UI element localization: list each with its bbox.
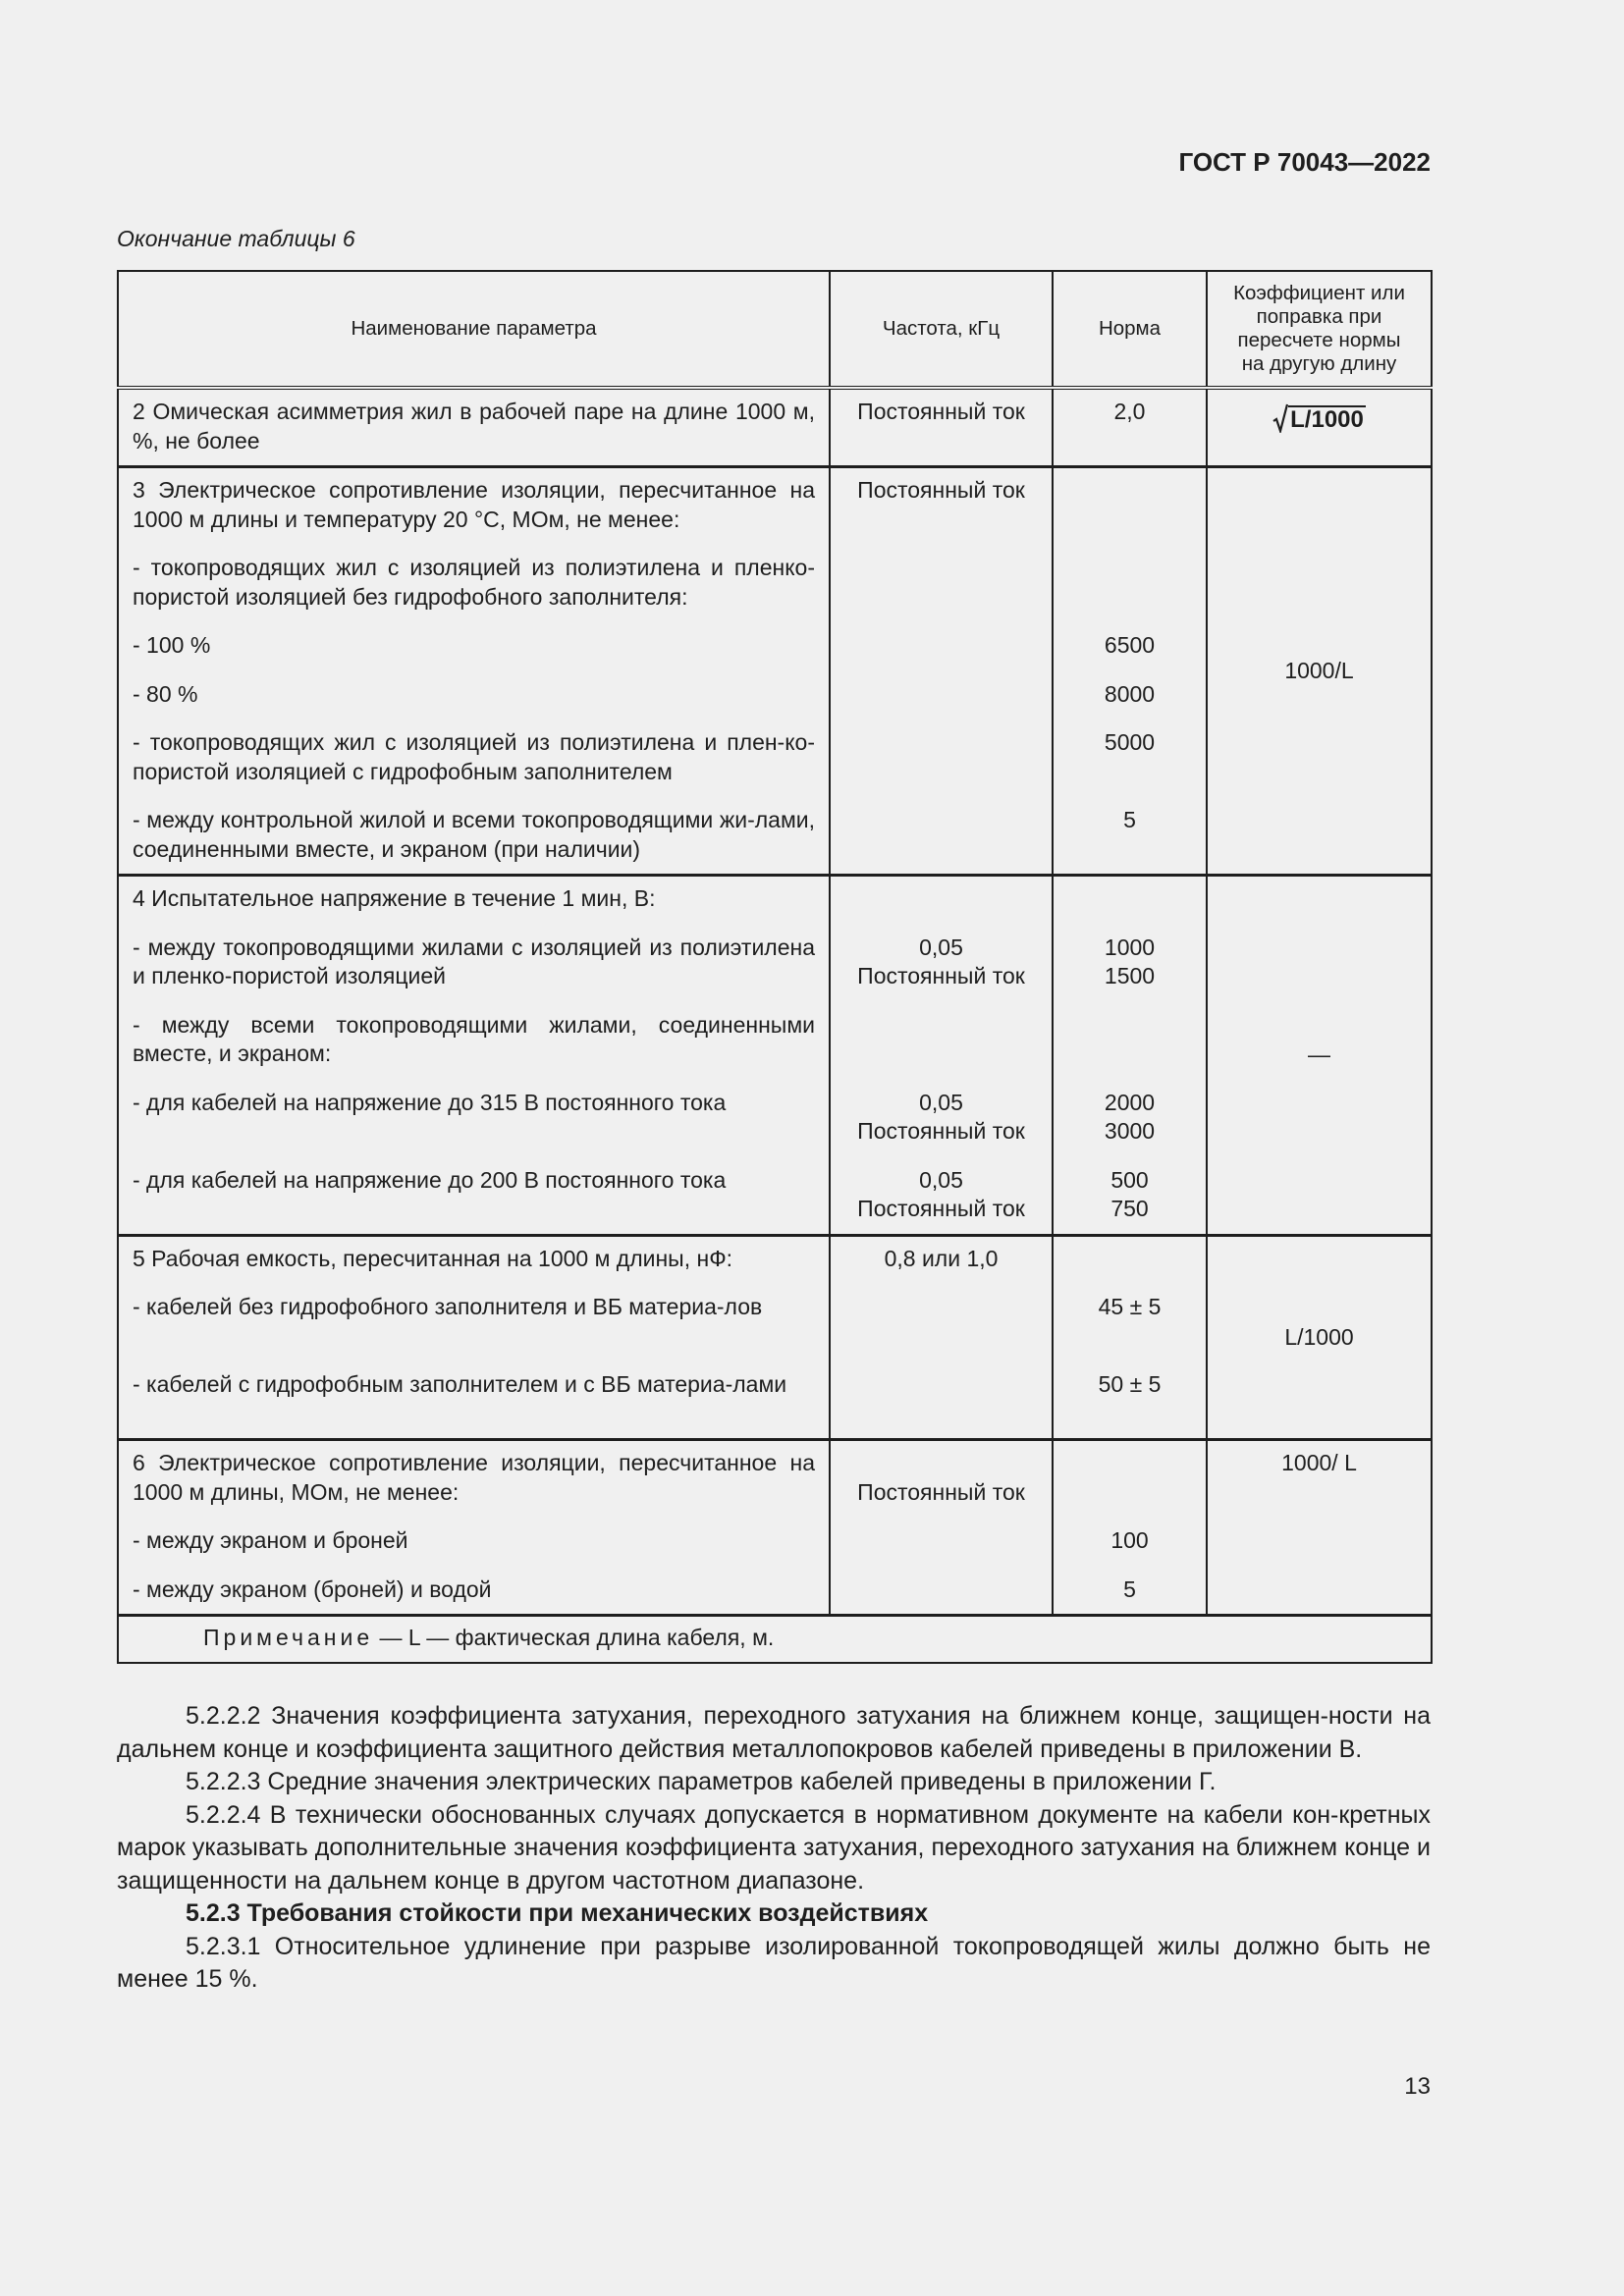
table-row [118,1440,1432,1616]
norm-value [1061,1245,1198,1274]
column-header-norm: Норма [1053,271,1207,388]
frequency-value: Постоянный ток [857,477,1025,503]
norm-value [1061,554,1198,612]
frequency-value [839,884,1044,914]
parameter-text: 6 Электрическое сопротивление изоляции, пересчитанное на 1000 м длины, МОм, не менее: [133,1450,815,1505]
parameter-cell [118,876,830,1236]
norm-value: 50 ± 5 [1098,1371,1162,1397]
frequency-value: Постоянный ток [857,1478,1025,1505]
frequency-value [839,728,1044,786]
coefficient-value: — [1308,1041,1330,1067]
norm-value: 5000 [1104,729,1156,755]
coefficient-value: 1000/L [1284,657,1354,683]
coefficient-cell [1207,1440,1432,1616]
parameter-text: - 100 % [133,632,211,658]
square-root-icon [1272,403,1288,433]
parameter-text: - токопроводящих жил с изоляцией из полиэтилена и плен-ко-пористой изоляцией с гидрофобным заполнителем [133,729,815,784]
table-caption: Окончание таблицы 6 [117,226,355,251]
norm-value [1061,1449,1198,1507]
parameter-text: - между экраном (броней) и водой [133,1575,492,1602]
parameters-table [117,270,1433,1664]
frequency-value: 0,05 Постоянный ток [857,934,1025,988]
frequency-value [839,1293,1044,1351]
parameter-cell [118,467,830,876]
coefficient-value: L/1000 [1284,1323,1354,1350]
parameter-text: - кабелей без гидрофобного заполнителя и ВБ материа-лов [133,1294,763,1319]
norm-value: 5 [1123,1575,1136,1602]
norm-value: 6500 [1104,632,1156,658]
frequency-value [839,554,1044,612]
parameter-text: 4 Испытательное напряжение в течение 1 мин, В: [133,885,656,911]
paragraph: 5.2.2.4 В технически обоснованных случаях допускается в нормативном документе на кабели кон-кретных марок указывать дополнительные значения коэффициента затухания, переходного затухания на ближнем конце и защищенности на дальнем конце в другом частотном диапазоне. [117,1800,1431,1895]
parameter-text: - для кабелей на напряжение до 200 В постоянного тока [133,1166,727,1193]
section-heading: 5.2.3 Требования стойкости при механических воздействиях [186,1899,929,1927]
norm-cell [1053,388,1207,467]
paragraph: 5.2.2.3 Средние значения электрических параметров кабелей приведены в приложении Г. [186,1768,1217,1795]
frequency-value [839,1526,1044,1556]
parameter-text: 2 Омическая асимметрия жил в рабочей паре на длине 1000 м, %, не более [133,399,815,454]
note-text: — L — фактическая длина кабеля, м. [379,1625,775,1650]
note-label: Примечание [203,1625,374,1650]
coefficient-value: 1000/ L [1281,1450,1357,1475]
norm-value: 45 ± 5 [1098,1294,1162,1319]
parameter-text: - между контрольной жилой и всеми токопроводящими жи-лами, соединенными вместе, и экраном (при наличии) [133,807,815,862]
frequency-value: 0,8 или 1,0 [884,1245,999,1271]
frequency-cell [830,1235,1053,1440]
norm-value: 100 [1110,1527,1149,1553]
norm-cell [1053,876,1207,1236]
column-header-frequency: Частота, кГц [830,271,1053,388]
column-header-coefficient: Коэффициент или поправка при пересчете нормы на другую длину [1207,271,1432,388]
table-note-row [118,1616,1432,1663]
frequency-value: 0,05 Постоянный ток [857,1089,1025,1144]
parameter-text: - между токопроводящими жилами с изоляцией из полиэтилена и пленко-пористой изоляцией [133,934,815,988]
parameter-text: - токопроводящих жил с изоляцией из полиэтилена и пленко-пористой изоляцией без гидрофобного заполнителя: [133,555,815,610]
column-header-parameter: Наименование параметра [118,271,830,388]
frequency-cell [830,467,1053,876]
coefficient-cell [1207,1235,1432,1440]
table-header-row [118,271,1432,388]
frequency-value [839,680,1044,710]
frequency-value [839,1575,1044,1605]
table-row [118,388,1432,467]
norm-cell [1053,467,1207,876]
norm-value: 5 [1123,807,1136,832]
paragraph: 5.2.2.2 Значения коэффициента затухания, переходного затухания на ближнем конце, защищен-ности на дальнем конце и коэффициента защитного действия металлопокровов кабелей приведены в приложении В. [117,1702,1431,1763]
table-note [118,1616,1432,1663]
coefficient-cell [1207,467,1432,876]
paragraph: 5.2.3.1 Относительное удлинение при разрыве изолированной токопроводящей жилы должно быть не менее 15 %. [117,1932,1431,1993]
norm-value: 500 750 [1110,1166,1149,1221]
frequency-cell [830,876,1053,1236]
radicand: L/1000 [1290,406,1364,433]
page-number: 13 [1404,2073,1431,2100]
coefficient-cell [1207,388,1432,467]
parameter-text: - кабелей с гидрофобным заполнителем и с ВБ материа-лами [133,1371,787,1397]
frequency-cell [830,388,1053,467]
parameter-text: - 80 % [133,680,198,707]
frequency-value [839,806,1044,864]
table-row [118,876,1432,1236]
norm-value: 8000 [1104,680,1156,707]
standard-number: ГОСТ Р 70043—2022 [1178,147,1431,177]
norm-value [1061,476,1198,534]
norm-value: 2000 3000 [1104,1089,1156,1144]
parameter-text: - между экраном и броней [133,1527,408,1553]
frequency-value [839,1011,1044,1069]
frequency-value [839,1370,1044,1428]
norm-value [1061,884,1198,914]
frequency-value: Постоянный ток [857,399,1025,424]
parameter-cell [118,388,830,467]
frequency-value: 0,05 Постоянный ток [857,1166,1025,1221]
parameter-text: 3 Электрическое сопротивление изоляции, пересчитанное на 1000 м длины и температуру 20 °С, МОм, не менее: [133,477,815,532]
norm-cell [1053,1440,1207,1616]
body-text [117,1700,1431,1997]
parameter-text: - между всеми токопроводящими жилами, соединенными вместе, и экраном: [133,1011,815,1066]
frequency-cell [830,1440,1053,1616]
parameter-cell [118,1235,830,1440]
norm-cell [1053,1235,1207,1440]
norm-value: 1000 1500 [1104,934,1156,988]
table-row [118,467,1432,876]
coefficient-cell [1207,876,1432,1236]
parameter-text: 5 Рабочая емкость, пересчитанная на 1000 м длины, нФ: [133,1245,733,1271]
frequency-value [839,631,1044,661]
norm-value: 2,0 [1113,399,1146,424]
parameter-text: - для кабелей на напряжение до 315 В постоянного тока [133,1089,727,1115]
norm-value [1061,1011,1198,1069]
parameter-cell [118,1440,830,1616]
square-root-formula [1272,398,1366,433]
table-row [118,1235,1432,1440]
